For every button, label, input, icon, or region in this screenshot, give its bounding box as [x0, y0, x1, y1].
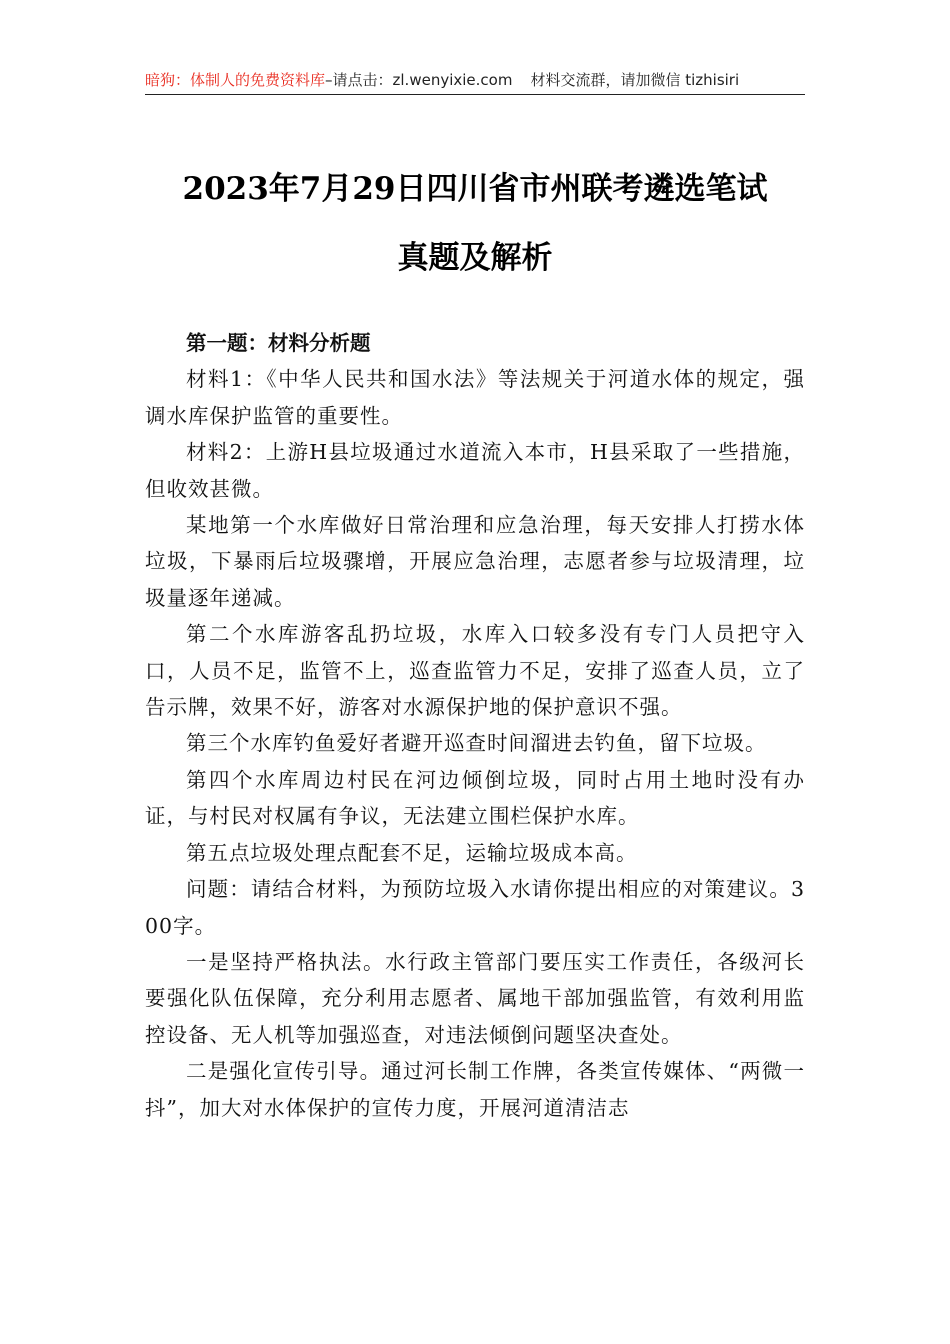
paragraph: 第二个水库游客乱扔垃圾，水库入口较多没有专门人员把守入口，人员不足，监管不上，巡查监管力不足，安排了巡查人员，立了告示牌，效果不好，游客对水源保护地的保护意识不强。 [145, 622, 805, 720]
header-site-name: 暗狗：体制人的免费资料库 [145, 71, 326, 89]
paragraph: 第五点垃圾处理点配套不足，运输垃圾成本高。 [186, 840, 638, 865]
paragraph: 某地第一个水库做好日常治理和应急治理，每天安排人打捞水体垃圾，下暴雨后垃圾骤增，开展应急治理，志愿者参与垃圾清理，垃圾量逐年递减。 [145, 513, 805, 610]
paragraph: 第三个水库钓鱼爱好者避开巡查时间溜进去钓鱼，留下垃圾。 [186, 731, 767, 756]
paragraph: 问题：请结合材料，为预防垃圾入水请你提出相应的对策建议。300字。 [145, 877, 805, 938]
paragraph: 二是强化宣传引导。通过河长制工作牌，各类宣传媒体、“两微一 抖”，加大对水体保护的宣传力度，开展河道清洁志 [145, 1059, 805, 1120]
paragraph: 材料2：上游H县垃圾通过水道流入本市，H县采取了一些措施，但收效甚微。 [145, 440, 805, 501]
header-link[interactable]: –请点击：zl.wenyixie.com [325, 71, 513, 89]
page-header [145, 66, 805, 95]
paragraph: 一是坚持严格执法。水行政主管部门要压实工作责任，各级河长要强化队伍保障，充分利用志愿者、属地干部加强监管，有效利用监控设备、无人机等加强巡查，对违法倾倒问题坚决查处。 [145, 949, 805, 1047]
paragraph: 材料1：《中华人民共和国水法》等法规关于河道水体的规定，强调水库保护监管的重要性。 [145, 367, 805, 428]
paragraph: 第四个水库周边村民在河边倾倒垃圾，同时占用土地时没有办证，与村民对权属有争议，无法建立围栏保护水库。 [145, 767, 805, 829]
section-heading: 第一题：材料分析题 [186, 331, 371, 355]
document-body [145, 325, 805, 1126]
document-title-line-2: 真题及解析 [397, 240, 553, 276]
header-contact: 材料交流群，请加微信 tizhisiri [530, 71, 740, 89]
document-title-line-1: 2023年7月29日四川省市州联考遴选笔试 [182, 171, 768, 207]
